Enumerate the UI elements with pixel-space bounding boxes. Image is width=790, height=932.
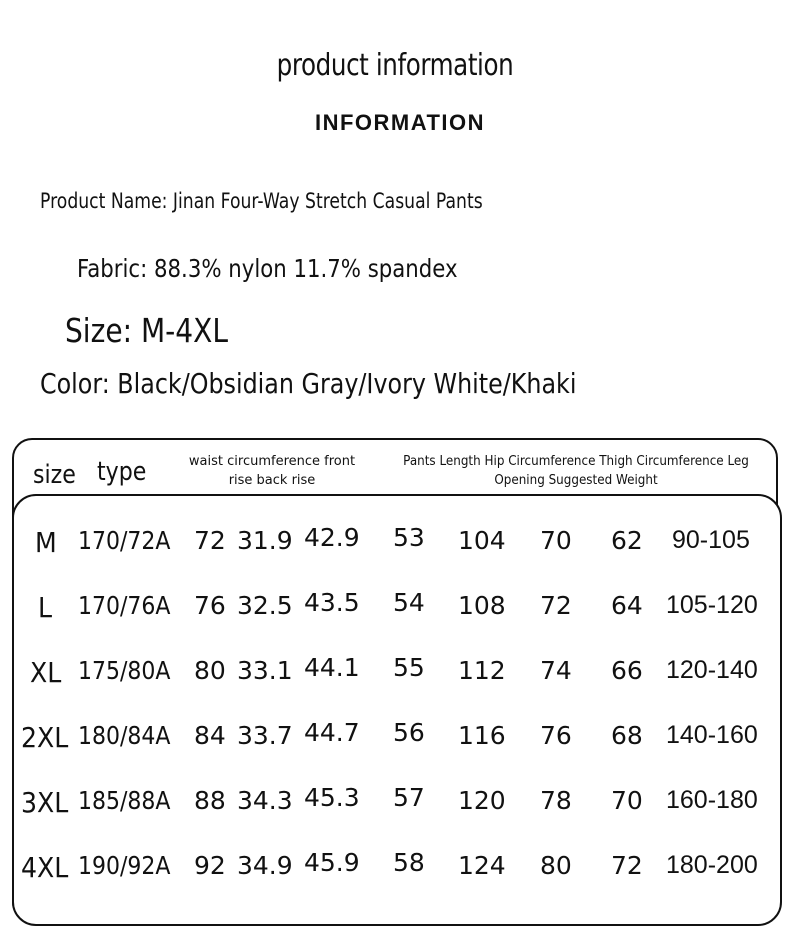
cell-pants-length: 55 <box>393 653 425 682</box>
cell-front-rise: 34.3 <box>237 786 293 815</box>
cell-front-rise: 34.9 <box>237 851 293 880</box>
cell-front-rise: 33.1 <box>237 656 293 685</box>
cell-weight: 90-105 <box>672 526 750 554</box>
cell-size: M <box>35 526 57 559</box>
cell-leg-opening: 72 <box>611 851 643 880</box>
cell-weight: 105-120 <box>666 591 758 619</box>
cell-type: 190/92A <box>78 851 171 880</box>
cell-weight: 140-160 <box>666 721 758 749</box>
cell-pants-length: 56 <box>393 718 425 747</box>
fabric-info: Fabric: 88.3% nylon 11.7% spandex <box>77 254 458 283</box>
cell-pants-length: 54 <box>393 588 425 617</box>
cell-leg-opening: 64 <box>611 591 643 620</box>
cell-leg-opening: 66 <box>611 656 643 685</box>
cell-leg-opening: 68 <box>611 721 643 750</box>
cell-hip: 108 <box>458 591 506 620</box>
cell-pants-length: 57 <box>393 783 425 812</box>
cell-thigh: 76 <box>540 721 572 750</box>
header-type: type <box>97 457 147 487</box>
cell-hip: 120 <box>458 786 506 815</box>
table-row <box>0 653 790 696</box>
page-subtitle: INFORMATION <box>314 110 486 135</box>
product-name: Product Name: Jinan Four-Way Stretch Casual Pants <box>40 189 483 213</box>
cell-pants-length: 58 <box>393 848 425 877</box>
cell-type: 180/84A <box>78 721 171 750</box>
size-range: Size: M-4XL <box>65 311 228 350</box>
cell-thigh: 74 <box>540 656 572 685</box>
cell-back-rise: 43.5 <box>304 588 360 617</box>
table-row <box>0 783 790 826</box>
cell-size: XL <box>30 656 62 689</box>
cell-waist: 92 <box>194 851 226 880</box>
cell-weight: 180-200 <box>666 851 758 879</box>
cell-hip: 112 <box>458 656 506 685</box>
cell-thigh: 80 <box>540 851 572 880</box>
cell-waist: 84 <box>194 721 226 750</box>
cell-back-rise: 45.9 <box>304 848 360 877</box>
cell-size: 2XL <box>21 721 69 754</box>
cell-back-rise: 44.7 <box>304 718 360 747</box>
header-measurements-a: waist circumference front rise back rise <box>188 454 356 488</box>
cell-weight: 120-140 <box>666 656 758 684</box>
cell-back-rise: 45.3 <box>304 783 360 812</box>
header-measurements-b: Pants Length Hip Circumference Thigh Circumference Leg Opening Suggested Weight <box>403 454 749 488</box>
cell-leg-opening: 70 <box>611 786 643 815</box>
cell-hip: 124 <box>458 851 506 880</box>
cell-front-rise: 33.7 <box>237 721 293 750</box>
table-row <box>0 848 790 891</box>
cell-pants-length: 53 <box>393 523 425 552</box>
cell-size: 4XL <box>21 851 69 884</box>
cell-thigh: 70 <box>540 526 572 555</box>
cell-waist: 72 <box>194 526 226 555</box>
header-size: size <box>33 460 76 490</box>
cell-hip: 116 <box>458 721 506 750</box>
cell-type: 170/72A <box>78 526 171 555</box>
cell-size: 3XL <box>21 786 69 819</box>
cell-type: 185/88A <box>78 786 171 815</box>
cell-size: L <box>38 591 53 624</box>
cell-back-rise: 44.1 <box>304 653 360 682</box>
cell-hip: 104 <box>458 526 506 555</box>
table-row <box>0 588 790 631</box>
cell-thigh: 72 <box>540 591 572 620</box>
color-options: Color: Black/Obsidian Gray/Ivory White/Khaki <box>40 367 577 400</box>
page-title: product information <box>276 48 514 83</box>
cell-waist: 80 <box>194 656 226 685</box>
cell-front-rise: 32.5 <box>237 591 293 620</box>
cell-type: 170/76A <box>78 591 171 620</box>
cell-front-rise: 31.9 <box>237 526 293 555</box>
cell-back-rise: 42.9 <box>304 523 360 552</box>
table-row <box>0 523 790 566</box>
cell-thigh: 78 <box>540 786 572 815</box>
table-row <box>0 718 790 761</box>
cell-weight: 160-180 <box>666 786 758 814</box>
cell-waist: 76 <box>194 591 226 620</box>
cell-type: 175/80A <box>78 656 171 685</box>
cell-leg-opening: 62 <box>611 526 643 555</box>
cell-waist: 88 <box>194 786 226 815</box>
